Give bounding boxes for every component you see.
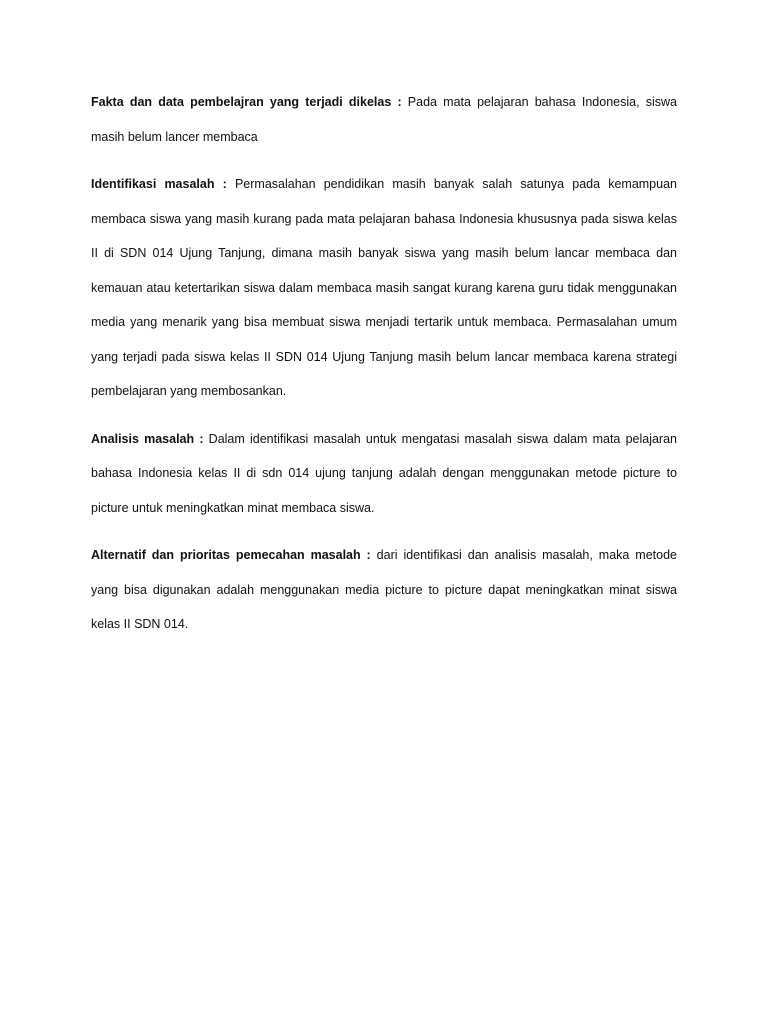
document-page [91, 85, 677, 655]
paragraph-text: Permasalahan pendidikan masih banyak salah satunya pada kemampuan membaca siswa yang masih kurang pada mata pelajaran bahasa Indonesia khususnya pada siswa kelas II di SDN 014 Ujung Tanjung, dimana masih banyak siswa yang masih belum lancar membaca dan kemauan atau ketertarikan siswa dalam membaca masih sangat kurang karena guru tidak menggunakan media yang menarik yang bisa membuat siswa menjadi tertarik untuk membaca. Permasalahan umum yang terjadi pada siswa kelas II SDN 014 Ujung Tanjung masih belum lancar membaca karena strategi pembelajaran yang membosankan. [91, 177, 677, 398]
paragraph-analisis [91, 422, 677, 526]
paragraph-alternatif [91, 538, 677, 642]
paragraph-text: Dalam identifikasi masalah untuk mengatasi masalah siswa dalam mata pelajaran bahasa Indonesia kelas II di sdn 014 ujung tanjung adalah dengan menggunakan metode picture to picture untuk meningkatkan minat membaca siswa. [91, 431, 677, 515]
paragraph-label: Fakta dan data pembelajran yang terjadi dikelas : [91, 95, 402, 109]
paragraph-label: Identifikasi masalah : [91, 177, 227, 191]
paragraph-identifikasi [91, 167, 677, 409]
paragraph-label: Analisis masalah : [91, 431, 204, 446]
paragraph-text: dari identifikasi dan analisis masalah, maka metode yang bisa digunakan adalah menggunakan media picture to picture dapat meningkatkan minat siswa kelas II SDN 014. [91, 548, 677, 631]
paragraph-label: Alternatif dan prioritas pemecahan masalah : [91, 548, 371, 562]
paragraph-fakta [91, 85, 677, 154]
paragraph-text: Pada mata pelajaran bahasa Indonesia, siswa masih belum lancer membaca [91, 95, 677, 144]
